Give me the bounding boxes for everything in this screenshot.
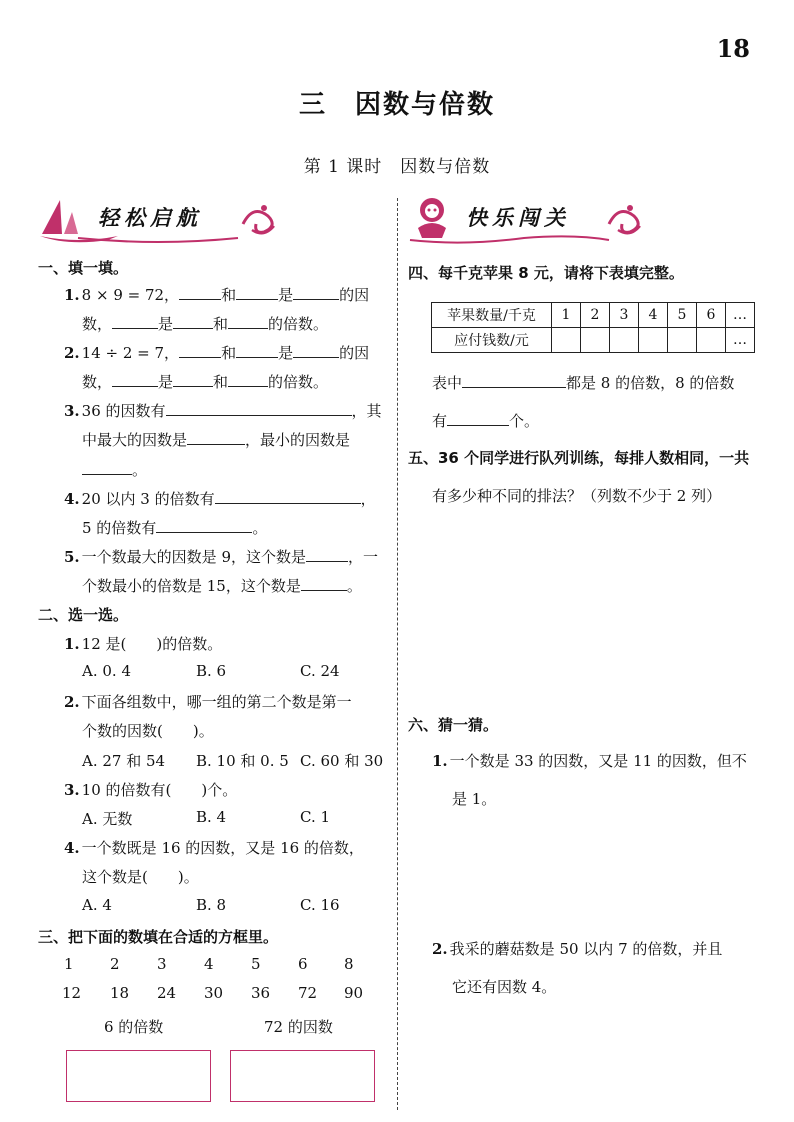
section-3-heading: 三、把下面的数填在合适的方框里。 <box>38 928 279 946</box>
q2-4-line2: 这个数是( )。 <box>82 868 199 886</box>
blank[interactable] <box>306 548 348 562</box>
table-cell: 1 <box>552 303 581 328</box>
q1-2-text: 14 ÷ 2 = 7， <box>81 344 180 362</box>
unit-title: 三 因数与倍数 <box>298 90 495 120</box>
column-divider <box>397 198 398 1110</box>
answer-box-factors-of-72[interactable] <box>230 1050 375 1102</box>
blank[interactable] <box>166 402 352 416</box>
q1-5-line1: 5. 一个数最大的因数是 9，这个数是 ，一 <box>64 548 379 566</box>
q1-3-line1: 3. 36 的因数有 ，其 <box>64 402 382 420</box>
blank[interactable] <box>179 344 221 358</box>
blank[interactable] <box>228 315 268 329</box>
q1-1-text: 是 <box>278 286 294 304</box>
q1-1-line1: 1. 8 × 9 = 72， 和 是 的因 <box>64 286 370 304</box>
q2-1-option-c[interactable]: C. 24 <box>300 662 340 680</box>
q2-3: 3. 10 的倍数有( )个。 <box>64 781 238 799</box>
section-2-heading: 二、选一选。 <box>38 606 129 624</box>
q1-1-text: 8 × 9 = 72， <box>81 286 180 304</box>
table-row <box>432 328 755 353</box>
q2-1-option-b[interactable]: B. 6 <box>196 662 227 680</box>
q6-2-line2: 它还有因数 4。 <box>452 978 557 996</box>
q2-2-option-c[interactable]: C. 60 和 30 <box>300 752 384 770</box>
blank[interactable] <box>187 431 245 445</box>
q1-5-text: 。 <box>346 577 362 595</box>
blank[interactable] <box>112 315 158 329</box>
table-input-cell[interactable] <box>581 328 610 353</box>
q1-2-line1: 2. 14 ÷ 2 = 7， 和 是 的因 <box>64 344 370 362</box>
q2-4-option-b[interactable]: B. 8 <box>196 896 227 914</box>
box-label-factors-of-72: 72 的因数 <box>264 1018 333 1036</box>
q1-5-text: ，一 <box>348 548 379 566</box>
blank[interactable] <box>179 286 221 300</box>
number-item: 18 <box>110 984 130 1002</box>
number-item: 5 <box>251 955 261 973</box>
section-6-heading: 六、猜一猜。 <box>408 716 499 734</box>
table-cell: 4 <box>639 303 668 328</box>
banner-left-text: 轻松启航 <box>98 206 202 230</box>
q1-2-text: 是 <box>158 373 174 391</box>
q6-1-line2: 是 1。 <box>452 790 497 808</box>
blank[interactable] <box>462 374 566 388</box>
q1-3-text: ，其 <box>351 402 382 420</box>
q1-4-line2 <box>82 517 267 538</box>
blank[interactable] <box>293 344 339 358</box>
banner-right-text: 快乐闯关 <box>466 206 570 230</box>
blank[interactable] <box>447 412 509 426</box>
price-table <box>431 302 755 353</box>
blank[interactable] <box>236 286 278 300</box>
section-5-line2: 有多少种不同的排法？（列数不少于 2 列） <box>432 487 722 505</box>
q1-4-text: 5 的倍数有 <box>82 519 157 537</box>
q1-1-text: 和 <box>213 315 229 333</box>
q1-5-text: 一个数最大的因数是 9，这个数是 <box>81 548 306 566</box>
q4-line1 <box>432 372 734 393</box>
q1-4-text: 。 <box>252 519 268 537</box>
blank[interactable] <box>215 490 361 504</box>
q1-4-text: ， <box>360 490 376 508</box>
q2-4-option-a[interactable]: A. 4 <box>82 896 112 914</box>
q1-5-text: 个数最小的倍数是 15，这个数是 <box>82 577 301 595</box>
q1-4-text: 20 以内 3 的倍数有 <box>81 490 215 508</box>
table-input-cell[interactable] <box>610 328 639 353</box>
q2-2-option-b[interactable]: B. 10 和 0. 5 <box>196 752 289 770</box>
q1-3-text: 36 的因数有 <box>81 402 166 420</box>
number-item: 12 <box>62 984 82 1002</box>
table-header-cell: 苹果数量/千克 <box>432 303 552 328</box>
number-item: 6 <box>298 955 308 973</box>
q1-2-line2 <box>82 371 328 392</box>
table-cell: 6 <box>697 303 726 328</box>
number-item: 90 <box>344 984 364 1002</box>
q1-5-line2 <box>82 575 362 596</box>
q1-3-line2 <box>82 429 350 450</box>
q6-1-line1: 1. 一个数是 33 的因数，又是 11 的因数，但不 <box>432 752 747 770</box>
blank[interactable] <box>156 519 252 533</box>
table-input-cell[interactable] <box>668 328 697 353</box>
q2-3-option-c[interactable]: C. 1 <box>300 808 331 826</box>
q2-3-option-b[interactable]: B. 4 <box>196 808 227 826</box>
q4-text: 个。 <box>509 412 540 430</box>
q2-2-option-a[interactable]: A. 27 和 54 <box>82 752 166 770</box>
number-item: 1 <box>64 955 74 973</box>
q6-2-line1: 2. 我采的蘑菇数是 50 以内 7 的倍数，并且 <box>432 940 723 958</box>
section-4-heading: 四、每千克苹果 8 元，请将下表填完整。 <box>408 264 684 282</box>
q2-2-text: 下面各组数中，哪一组的第二个数是第一 <box>81 693 352 711</box>
q1-1-text: 的倍数。 <box>268 315 329 333</box>
q2-1-text: 12 是( )的倍数。 <box>81 635 223 653</box>
q2-3-option-a[interactable]: A. 无数 <box>82 810 133 828</box>
q2-2-line1: 2. 下面各组数中，哪一组的第二个数是第一 <box>64 693 352 711</box>
table-cell: 3 <box>610 303 639 328</box>
table-input-cell[interactable] <box>552 328 581 353</box>
banner-left <box>38 194 288 244</box>
number-item: 2 <box>110 955 120 973</box>
q4-text: 有 <box>432 412 448 430</box>
q1-4-line1: 4. 20 以内 3 的倍数有 ， <box>64 490 376 508</box>
table-header-cell: 应付钱数/元 <box>432 328 552 353</box>
q1-1-text: 数， <box>82 315 113 333</box>
table-cell: 2 <box>581 303 610 328</box>
q2-1-option-a[interactable]: A. 0. 4 <box>82 662 131 680</box>
q1-1-text: 和 <box>221 286 237 304</box>
q2-3-text: 10 的倍数有( )个。 <box>81 781 238 799</box>
blank[interactable] <box>82 461 132 475</box>
q4-line2 <box>432 410 539 431</box>
blank[interactable] <box>173 315 213 329</box>
number-item: 72 <box>298 984 318 1002</box>
q1-1-text: 的因 <box>339 286 370 304</box>
q1-3-text: 。 <box>132 461 148 479</box>
q2-4-option-c[interactable]: C. 16 <box>300 896 340 914</box>
blank[interactable] <box>228 373 268 387</box>
answer-area-5[interactable] <box>408 515 778 705</box>
blank[interactable] <box>236 344 278 358</box>
q1-2-text: 的因 <box>339 344 370 362</box>
q4-text: 都是 8 的倍数，8 的倍数 <box>566 374 735 392</box>
q1-3-text: ，最小的因数是 <box>245 431 351 449</box>
q1-3-line3 <box>82 459 147 480</box>
blank[interactable] <box>173 373 213 387</box>
blank[interactable] <box>293 286 339 300</box>
number-item: 36 <box>251 984 271 1002</box>
number-item: 24 <box>157 984 177 1002</box>
blank[interactable] <box>301 577 347 591</box>
q2-1: 1. 12 是( )的倍数。 <box>64 635 223 653</box>
blank[interactable] <box>112 373 158 387</box>
table-input-cell[interactable] <box>639 328 668 353</box>
q1-1-text: 是 <box>158 315 174 333</box>
lesson-title: 第 1 课时 因数与倍数 <box>303 157 491 177</box>
q1-2-text: 和 <box>213 373 229 391</box>
number-item: 30 <box>204 984 224 1002</box>
q2-2-line2: 个数的因数( )。 <box>82 722 214 740</box>
q2-4-text: 一个数既是 16 的因数，又是 16 的倍数， <box>81 839 364 857</box>
table-cell: … <box>726 328 755 353</box>
q6-1-text: 一个数是 33 的因数，又是 11 的因数，但不 <box>449 752 747 770</box>
table-row <box>432 303 755 328</box>
number-item: 8 <box>344 955 354 973</box>
number-item: 4 <box>204 955 214 973</box>
q1-2-text: 是 <box>278 344 294 362</box>
section-5-heading: 五、36 个同学进行队列训练，每排人数相同，一共 <box>408 449 750 467</box>
q1-2-text: 和 <box>221 344 237 362</box>
q1-1-line2 <box>82 313 328 334</box>
q6-2-text: 我采的蘑菇数是 50 以内 7 的倍数，并且 <box>449 940 723 958</box>
banner-right <box>404 194 654 244</box>
q1-3-text: 中最大的因数是 <box>82 431 188 449</box>
q1-2-text: 数， <box>82 373 113 391</box>
table-input-cell[interactable] <box>697 328 726 353</box>
q4-text: 表中 <box>432 374 463 392</box>
table-cell: … <box>726 303 755 328</box>
table-cell: 5 <box>668 303 697 328</box>
answer-area-6-2[interactable] <box>408 1005 778 1105</box>
box-label-multiples-of-6: 6 的倍数 <box>104 1018 164 1036</box>
section-1-heading: 一、填一填。 <box>38 259 129 277</box>
q1-2-text: 的倍数。 <box>268 373 329 391</box>
number-item: 3 <box>157 955 167 973</box>
q2-4-line1: 4. 一个数既是 16 的因数，又是 16 的倍数， <box>64 839 364 857</box>
answer-box-multiples-of-6[interactable] <box>66 1050 211 1102</box>
page-number: 18 <box>716 34 750 63</box>
answer-area-6-1[interactable] <box>408 815 778 930</box>
